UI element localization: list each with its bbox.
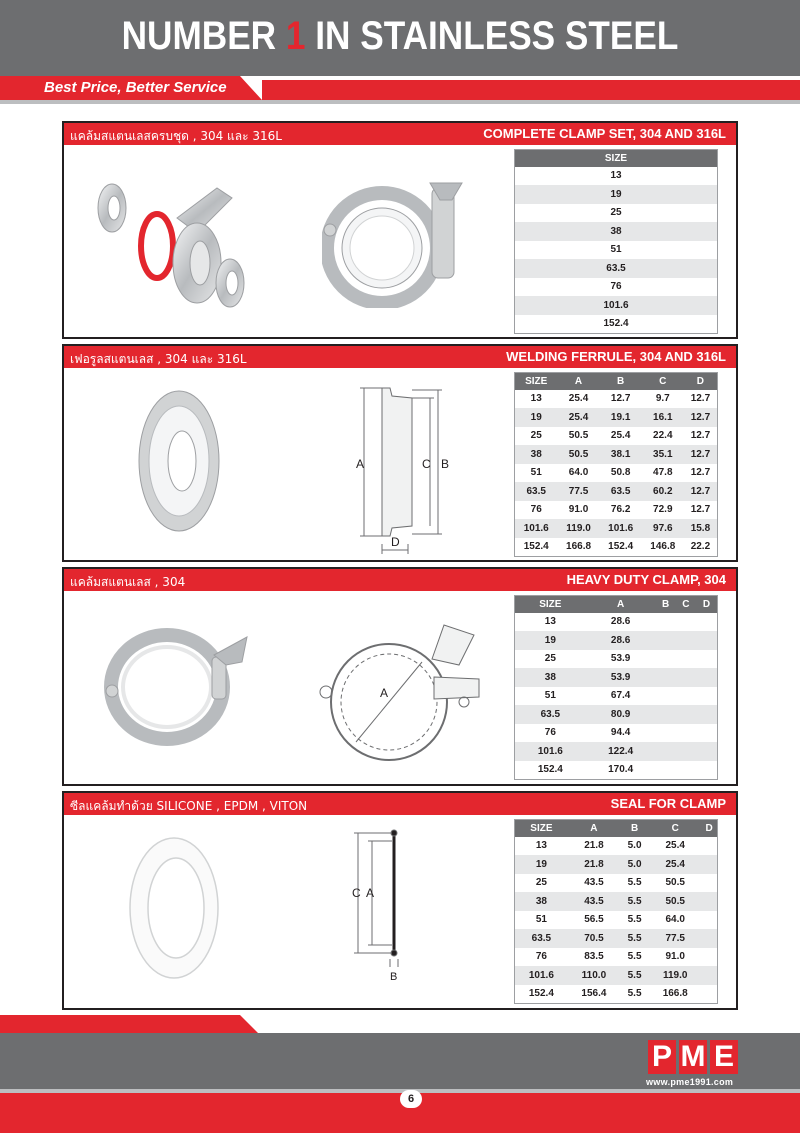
column-header: A <box>557 373 599 390</box>
table-cell: 38 <box>515 892 568 911</box>
table-cell <box>656 742 676 761</box>
dimension-label-c: C <box>352 886 361 900</box>
table-cell <box>676 668 696 687</box>
table-cell: 152.4 <box>600 538 642 557</box>
table-cell: 5.0 <box>620 837 649 856</box>
footer-white-stripe <box>240 1015 800 1033</box>
section-complete-clamp-set <box>62 121 738 339</box>
table-cell: 51 <box>515 687 586 706</box>
table-cell: 43.5 <box>568 874 620 893</box>
table-cell: 119.0 <box>557 519 599 538</box>
seal-dimension-diagram <box>344 827 424 987</box>
table-cell: 38 <box>515 668 586 687</box>
clamp-set-exploded-image <box>82 168 262 318</box>
table-cell <box>696 742 718 761</box>
table-row <box>515 650 718 669</box>
table-cell <box>701 929 717 948</box>
table-cell <box>701 966 717 985</box>
table-row <box>515 929 718 948</box>
table-cell: 166.8 <box>557 538 599 557</box>
table-cell <box>676 761 696 780</box>
table-cell: 12.7 <box>684 390 718 409</box>
table-cell: 25 <box>515 204 718 223</box>
table-row <box>515 687 718 706</box>
table-cell: 64.0 <box>557 464 599 483</box>
logo-letter: M <box>680 1040 706 1073</box>
table-row <box>515 724 718 743</box>
section-title-thai: แคล้มสแตนเลสครบชุด , 304 และ 316L <box>70 129 282 143</box>
section-title-thai: ซีลแคล้มทำด้วย SILICONE , EPDM , VITON <box>70 799 308 813</box>
table-cell: 67.4 <box>586 687 656 706</box>
table-cell: 50.5 <box>649 874 701 893</box>
table-cell <box>656 613 676 632</box>
table-cell <box>696 613 718 632</box>
ferrule-image <box>134 386 224 536</box>
table-cell: 5.5 <box>620 911 649 930</box>
table-cell: 16.1 <box>642 408 684 427</box>
table-cell: 12.7 <box>684 482 718 501</box>
spec-table <box>514 149 718 334</box>
table-row <box>515 482 718 501</box>
table-row <box>515 837 718 856</box>
table-cell <box>701 855 717 874</box>
dimension-label-b: B <box>441 457 450 471</box>
table-cell: 12.7 <box>684 501 718 520</box>
table-cell <box>701 948 717 967</box>
spec-table <box>514 595 718 780</box>
column-header: D <box>701 820 717 837</box>
table-cell: 101.6 <box>515 966 568 985</box>
table-cell: 25 <box>515 874 568 893</box>
table-row <box>515 874 718 893</box>
seal-gasket-image <box>124 833 224 983</box>
table-cell: 76 <box>515 501 558 520</box>
table-cell <box>701 837 717 856</box>
table-cell: 25 <box>515 427 558 446</box>
table-cell: 77.5 <box>649 929 701 948</box>
table-cell: 21.8 <box>568 855 620 874</box>
table-cell: 5.5 <box>620 985 649 1004</box>
table-cell: 63.5 <box>515 482 558 501</box>
table-cell <box>676 631 696 650</box>
table-row <box>515 705 718 724</box>
column-header: B <box>600 373 642 390</box>
table-cell: 166.8 <box>649 985 701 1004</box>
table-cell: 5.0 <box>620 855 649 874</box>
table-cell: 13 <box>515 167 718 186</box>
table-cell: 19 <box>515 408 558 427</box>
section-header <box>64 793 736 815</box>
table-cell <box>701 985 717 1004</box>
heavy-duty-clamp-image <box>102 617 252 747</box>
section-seal-for-clamp <box>62 791 738 1010</box>
table-cell: 50.5 <box>557 427 599 446</box>
dimension-label-c: C <box>422 457 431 471</box>
table-row <box>515 445 718 464</box>
column-header: SIZE <box>515 820 568 837</box>
table-cell: 51 <box>515 911 568 930</box>
table-cell <box>696 761 718 780</box>
table-cell: 21.8 <box>568 837 620 856</box>
table-cell: 60.2 <box>642 482 684 501</box>
section-title-english: SEAL FOR CLAMP <box>610 796 726 811</box>
table-cell: 12.7 <box>684 464 718 483</box>
header-grey-line <box>0 100 800 104</box>
table-cell <box>656 631 676 650</box>
table-cell: 64.0 <box>649 911 701 930</box>
table-row <box>515 855 718 874</box>
table-cell <box>696 668 718 687</box>
table-row <box>515 464 718 483</box>
table-cell: 170.4 <box>586 761 656 780</box>
website-link[interactable]: www.pme1991.com <box>646 1077 734 1087</box>
table-cell <box>676 613 696 632</box>
section-title-english: HEAVY DUTY CLAMP, 304 <box>566 572 726 587</box>
table-cell: 51 <box>515 241 718 260</box>
table-cell <box>656 650 676 669</box>
table-cell: 76 <box>515 278 718 297</box>
table-row <box>515 948 718 967</box>
table-row <box>515 668 718 687</box>
page-number: 6 <box>400 1090 422 1108</box>
page-title: NUMBER 1 IN STAINLESS STEEL <box>121 14 679 58</box>
pme-logo <box>648 1040 738 1076</box>
table-cell: 13 <box>515 613 586 632</box>
heavy-duty-clamp-diagram <box>314 617 494 767</box>
table-cell: 63.5 <box>515 929 568 948</box>
logo-letter: P <box>648 1040 676 1074</box>
table-row <box>515 408 718 427</box>
section-title-english: COMPLETE CLAMP SET, 304 AND 316L <box>483 126 726 141</box>
table-cell: 152.4 <box>515 985 568 1004</box>
table-cell: 152.4 <box>515 315 718 334</box>
table-cell: 38.1 <box>600 445 642 464</box>
column-header: A <box>586 596 656 613</box>
table-cell: 25.4 <box>649 837 701 856</box>
logo-letter: E <box>710 1040 738 1074</box>
table-cell: 53.9 <box>586 650 656 669</box>
header-red-stripe-2 <box>262 80 800 100</box>
table-cell: 5.5 <box>620 948 649 967</box>
table-cell: 22.2 <box>684 538 718 557</box>
table-cell: 70.5 <box>568 929 620 948</box>
table-cell: 25.4 <box>600 427 642 446</box>
dimension-label-a: A <box>380 686 389 700</box>
table-cell: 72.9 <box>642 501 684 520</box>
table-cell <box>656 668 676 687</box>
column-header: C <box>649 820 701 837</box>
table-cell: 156.4 <box>568 985 620 1004</box>
table-cell: 119.0 <box>649 966 701 985</box>
table-cell: 101.6 <box>515 296 718 315</box>
table-cell: 94.4 <box>586 724 656 743</box>
table-cell: 5.5 <box>620 892 649 911</box>
table-cell: 76 <box>515 724 586 743</box>
table-cell: 50.8 <box>600 464 642 483</box>
table-cell: 38 <box>515 445 558 464</box>
dimension-label-b: B <box>390 971 398 983</box>
column-header: C <box>676 596 696 613</box>
table-cell <box>696 631 718 650</box>
table-cell: 80.9 <box>586 705 656 724</box>
section-title-thai: เฟอรูลสแตนเลส , 304 และ 316L <box>70 352 247 366</box>
table-cell: 25.4 <box>649 855 701 874</box>
dimension-label-d: D <box>391 535 400 549</box>
table-cell <box>656 761 676 780</box>
table-cell: 76.2 <box>600 501 642 520</box>
table-row <box>515 538 718 557</box>
table-cell <box>701 892 717 911</box>
table-cell <box>656 724 676 743</box>
table-cell: 28.6 <box>586 631 656 650</box>
table-cell: 122.4 <box>586 742 656 761</box>
table-cell: 19 <box>515 185 718 204</box>
table-cell: 15.8 <box>684 519 718 538</box>
column-header: B <box>656 596 676 613</box>
column-header: SIZE <box>515 150 718 167</box>
table-cell: 5.5 <box>620 874 649 893</box>
table-cell: 101.6 <box>515 742 586 761</box>
table-cell <box>696 650 718 669</box>
table-row <box>515 985 718 1004</box>
table-row <box>515 966 718 985</box>
table-cell: 91.0 <box>649 948 701 967</box>
column-header: A <box>568 820 620 837</box>
table-row <box>515 911 718 930</box>
table-cell: 12.7 <box>600 390 642 409</box>
table-cell <box>656 705 676 724</box>
table-cell: 97.6 <box>642 519 684 538</box>
dimension-label-a: A <box>356 457 365 471</box>
table-cell <box>676 742 696 761</box>
ferrule-dimension-diagram <box>334 376 454 556</box>
table-row <box>515 390 718 409</box>
table-cell <box>656 687 676 706</box>
table-cell: 63.5 <box>515 705 586 724</box>
table-cell: 77.5 <box>557 482 599 501</box>
table-cell: 63.5 <box>515 259 718 278</box>
table-cell: 91.0 <box>557 501 599 520</box>
table-cell: 51 <box>515 464 558 483</box>
spec-table <box>514 372 718 557</box>
table-cell: 13 <box>515 837 568 856</box>
table-cell: 22.4 <box>642 427 684 446</box>
table-cell: 152.4 <box>515 761 586 780</box>
section-heavy-duty-clamp <box>62 567 738 786</box>
table-cell: 35.1 <box>642 445 684 464</box>
table-cell <box>676 650 696 669</box>
table-cell: 101.6 <box>515 519 558 538</box>
tagline: Best Price, Better Service <box>44 79 227 96</box>
table-cell <box>696 687 718 706</box>
dimension-label-a: A <box>366 886 375 900</box>
table-cell: 12.7 <box>684 427 718 446</box>
section-title-english: WELDING FERRULE, 304 AND 316L <box>506 349 726 364</box>
table-cell: 152.4 <box>515 538 558 557</box>
section-header <box>64 123 736 145</box>
table-cell: 53.9 <box>586 668 656 687</box>
section-title-thai: แคล้มสแตนเลส , 304 <box>70 575 186 589</box>
table-row <box>515 613 718 632</box>
table-cell: 9.7 <box>642 390 684 409</box>
table-cell: 76 <box>515 948 568 967</box>
column-header: D <box>684 373 718 390</box>
column-header: SIZE <box>515 373 558 390</box>
table-cell: 5.5 <box>620 966 649 985</box>
table-cell: 56.5 <box>568 911 620 930</box>
table-cell: 25.4 <box>557 390 599 409</box>
table-cell <box>701 911 717 930</box>
spec-table <box>514 819 718 1004</box>
table-cell: 19.1 <box>600 408 642 427</box>
table-cell: 63.5 <box>600 482 642 501</box>
table-cell: 13 <box>515 390 558 409</box>
table-cell: 83.5 <box>568 948 620 967</box>
table-cell <box>676 724 696 743</box>
table-cell: 19 <box>515 631 586 650</box>
table-row <box>515 892 718 911</box>
table-cell: 50.5 <box>557 445 599 464</box>
table-cell: 28.6 <box>586 613 656 632</box>
table-cell <box>676 705 696 724</box>
table-cell: 25.4 <box>557 408 599 427</box>
table-cell <box>701 874 717 893</box>
table-cell: 110.0 <box>568 966 620 985</box>
table-cell: 25 <box>515 650 586 669</box>
table-row <box>515 519 718 538</box>
column-header: C <box>642 373 684 390</box>
table-cell: 47.8 <box>642 464 684 483</box>
table-cell <box>696 705 718 724</box>
table-cell <box>676 687 696 706</box>
table-row <box>515 501 718 520</box>
table-cell: 43.5 <box>568 892 620 911</box>
table-cell: 12.7 <box>684 445 718 464</box>
table-row <box>515 427 718 446</box>
section-header <box>64 346 736 368</box>
column-header: D <box>696 596 718 613</box>
table-cell <box>696 724 718 743</box>
table-cell: 50.5 <box>649 892 701 911</box>
table-row <box>515 761 718 780</box>
table-cell: 19 <box>515 855 568 874</box>
table-cell: 146.8 <box>642 538 684 557</box>
table-cell: 38 <box>515 222 718 241</box>
clamp-assembled-image <box>322 178 482 308</box>
section-header <box>64 569 736 591</box>
column-header: SIZE <box>515 596 586 613</box>
table-cell: 12.7 <box>684 408 718 427</box>
table-row <box>515 742 718 761</box>
section-welding-ferrule <box>62 344 738 562</box>
table-cell: 5.5 <box>620 929 649 948</box>
column-header: B <box>620 820 649 837</box>
table-cell: 101.6 <box>600 519 642 538</box>
table-row <box>515 631 718 650</box>
